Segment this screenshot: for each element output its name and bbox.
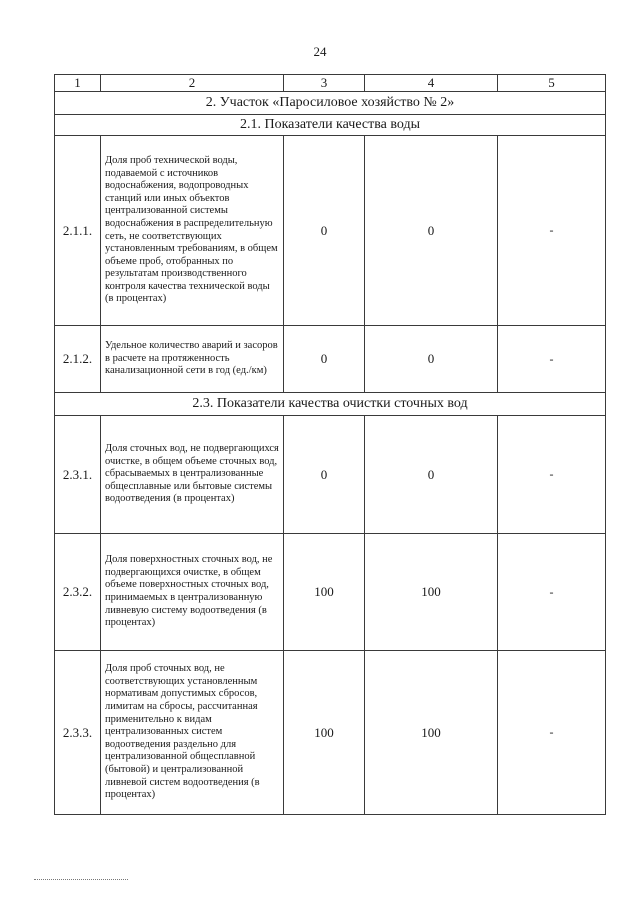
column-number-cell: 5 xyxy=(498,75,606,92)
indicator-value-col4: 0 xyxy=(365,136,498,326)
indicator-value-col5: - xyxy=(498,534,606,651)
table-row xyxy=(55,136,606,326)
indicator-description: Удельное количество аварий и засоров в расчете на протяженность канализационной сети в год (ед./км) xyxy=(101,326,284,393)
subsection-title: 2.1. Показатели качества воды xyxy=(55,115,606,136)
page-number: 24 xyxy=(313,44,327,59)
subsection-row xyxy=(55,393,606,416)
subsection-title: 2.3. Показатели качества очистки сточных вод xyxy=(55,393,606,416)
indicator-value-col5: - xyxy=(498,651,606,815)
indicator-description: Доля сточных вод, не подвергающихся очистке, в общем объеме сточных вод, сбрасываемых в централизованные общесплавные или бытовые системы водоотведения (в процентах) xyxy=(101,416,284,534)
indicator-value-col4: 0 xyxy=(365,326,498,393)
indicator-value-col5: - xyxy=(498,326,606,393)
indicator-value-col3: 0 xyxy=(284,136,365,326)
column-number-cell: 4 xyxy=(365,75,498,92)
indicator-value-col3: 0 xyxy=(284,326,365,393)
indicator-value-col3: 100 xyxy=(284,651,365,815)
section-row xyxy=(55,92,606,115)
indicator-value-col4: 100 xyxy=(365,534,498,651)
indicator-value-col4: 100 xyxy=(365,651,498,815)
indicator-description: Доля проб технической воды, подаваемой с источников водоснабжения, водопроводных станций или иных объектов централизованной системы водоснабжения в распределительную сеть, не соответствующих установленным требованиям, в общем объеме проб, отобранных по результатам производственного контроля качества технической воды (в процентах) xyxy=(101,136,284,326)
indicator-description: Доля поверхностных сточных вод, не подвергающихся очистке, в общем объеме поверхностных сточных вод, принимаемых в централизованную ливневую систему водоотведения (в процентах) xyxy=(101,534,284,651)
indicator-number: 2.1.1. xyxy=(55,136,101,326)
table-row xyxy=(55,416,606,534)
indicator-description: Доля проб сточных вод, не соответствующих установленным нормативам допустимых сбросов, лимитам на сбросы, рассчитанная применительно к видам централизованных систем водоотведения раздельно для централизованной общесплавной (бытовой) и централизованной ливневой систем водоотведения (в процентах) xyxy=(101,651,284,815)
column-number-cell: 1 xyxy=(55,75,101,92)
footer-separator xyxy=(34,879,128,880)
indicator-value-col3: 100 xyxy=(284,534,365,651)
indicator-number: 2.1.2. xyxy=(55,326,101,393)
indicator-number: 2.3.3. xyxy=(55,651,101,815)
table-row xyxy=(55,326,606,393)
indicators-table xyxy=(54,74,606,815)
column-number-cell: 2 xyxy=(101,75,284,92)
indicator-number: 2.3.1. xyxy=(55,416,101,534)
column-number-cell: 3 xyxy=(284,75,365,92)
section-title: 2. Участок «Паросиловое хозяйство № 2» xyxy=(55,92,606,115)
indicator-value-col5: - xyxy=(498,416,606,534)
table-row xyxy=(55,651,606,815)
subsection-row xyxy=(55,115,606,136)
indicator-value-col5: - xyxy=(498,136,606,326)
indicator-number: 2.3.2. xyxy=(55,534,101,651)
column-number-row xyxy=(55,75,606,92)
indicator-value-col3: 0 xyxy=(284,416,365,534)
indicator-value-col4: 0 xyxy=(365,416,498,534)
table-row xyxy=(55,534,606,651)
